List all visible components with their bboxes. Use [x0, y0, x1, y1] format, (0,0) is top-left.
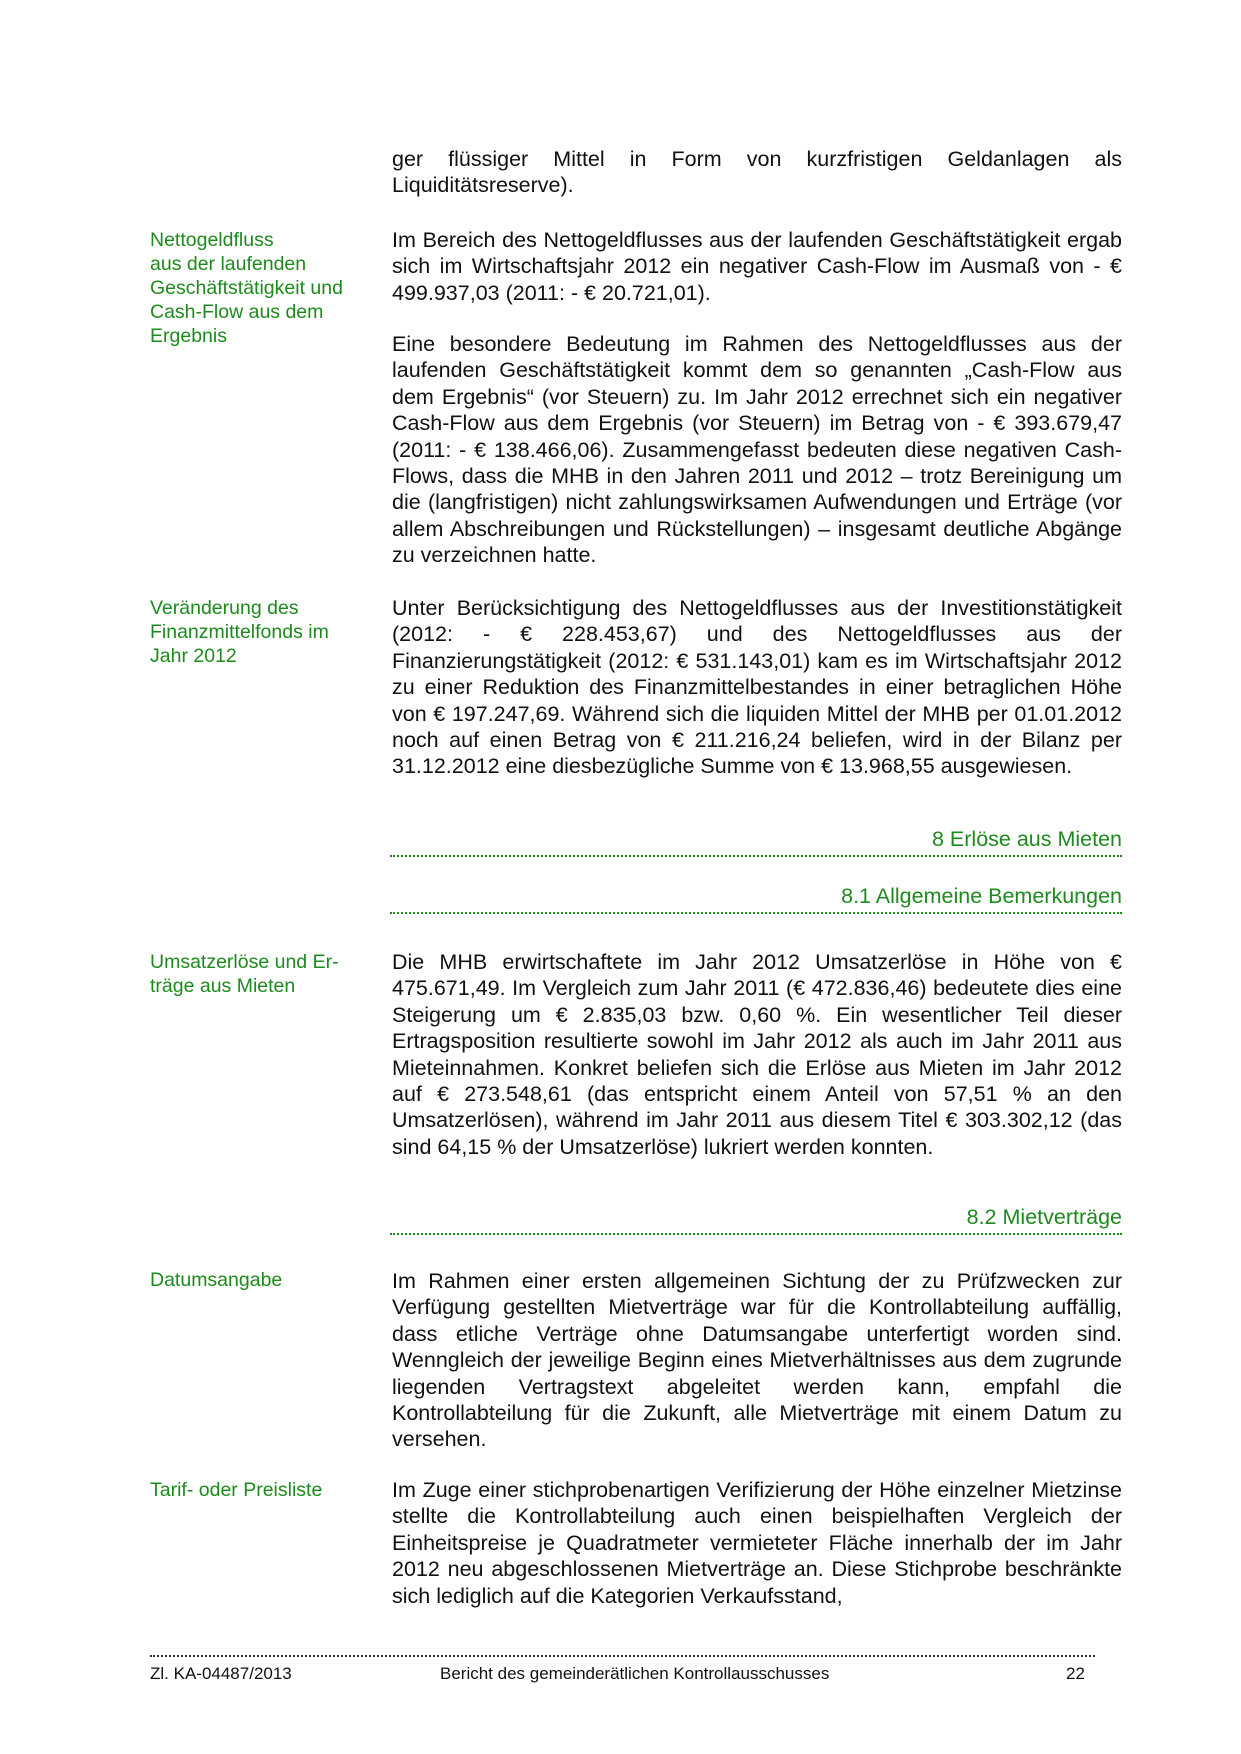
margin-note-text: Datumsangabe: [150, 1269, 283, 1291]
paragraph-liquidity-reserve: ger flüssiger Mittel in Form von kurzfristigen Geldanlagen als Liquiditätsreserve).: [392, 147, 1122, 198]
paragraph-revenue: Die MHB erwirtschaftete im Jahr 2012 Umsatzerlöse in Höhe von € 475.671,49. Im Vergleich zum Jahr 2011 (€ 472.836,46) bedeutete dies eine Steigerung um € 2.835,03 bzw. 0,60 %. Ein wesentlicher Teil dieser Ertragsposition resultierte sowohl im Jahr 2012 als auch im Jahr 2011 aus Mieteinnahmen. Konkret beliefen sich die Erlöse aus Mieten im Jahr 2012 auf € 273.548,61 (das entspricht einem Anteil von 57,51 % an den Umsatzerlösen), während im Jahr 2011 aus diesem Titel € 303.302,12 (das sind 64,15 % der Umsatzerlöse) lukriert werden konnten.: [392, 950, 1122, 1159]
margin-note-fund-change: [150, 596, 365, 668]
section-heading-8-1: 8.1 Allgemeine Bemerkungen: [390, 883, 1122, 914]
paragraph-fund-change: Unter Berücksichtigung des Nettogeldflusses aus der Investitionstätigkeit (2012: - € 228.453,67) und des Nettogeldflusses aus der Finanzierungstätigkeit (2012: € 531.143,01) kam es im Wirtschaftsjahr 2012 zu einer Reduktion des Finanzmittelbestandes in einer betraglichen Höhe von € 197.247,69. Während sich die liquiden Mittel der MHB per 01.01.2012 noch auf einen Betrag von € 211.216,24 beliefen, wird in der Bilanz per 31.12.2012 eine diesbezügliche Summe von € 13.968,55 ausgewiesen.: [392, 596, 1122, 779]
margin-note-revenue: [150, 950, 365, 998]
paragraph-price-list: Im Zuge einer stichprobenartigen Verifizierung der Höhe einzelner Mietzinse stellte die Kontrollabteilung auch einen beispielhaften Vergleich der Einheitspreise je Quadratmeter vermieteter Fläche innerhalb der im Jahr 2012 neu abgeschlossenen Mietverträge an. Diese Stichprobe beschränkte sich lediglich auf die Kategorien Verkaufsstand,: [392, 1478, 1122, 1608]
section-heading-8: 8 Erlöse aus Mieten: [390, 826, 1122, 857]
margin-note-text: Nettogeldfluss aus der laufenden Geschäftstätigkeit und Cash-Flow aus dem Ergebnis: [150, 229, 343, 347]
margin-note-text: Tarif- oder Preisliste: [150, 1479, 323, 1501]
margin-note-net-cash-flow: [150, 228, 365, 348]
margin-note-text: Veränderung des Finanzmittelfonds im Jahr 2012: [150, 597, 329, 667]
paragraph-cash-flow-result: Eine besondere Bedeutung im Rahmen des Nettogeldflusses aus der laufenden Geschäftstätigkeit kommt dem so genannten „Cash-Flow aus dem Ergebnis“ (vor Steuern) zu. Im Jahr 2012 errechnet sich ein negativer Cash-Flow aus dem Ergebnis (vor Steuern) im Betrag von - € 393.679,47 (2011: - € 138.466,06). Zusammengefasst bedeuten diese negativen Cash-Flows, dass die MHB in den Jahren 2011 und 2012 – trotz Bereinigung um die (langfristigen) nicht zahlungswirksamen Aufwendungen und Erträge (vor allem Abschreibungen und Rückstellungen) – insgesamt deutliche Abgänge zu verzeichnen hatte.: [392, 332, 1122, 568]
footer-title: Bericht des gemeinderätlichen Kontrollausschusses: [440, 1664, 830, 1683]
footer-page-number: 22: [1066, 1664, 1085, 1683]
section-heading-8-2: 8.2 Mietverträge: [390, 1204, 1122, 1235]
paragraph-net-cash-flow: Im Bereich des Nettogeldflusses aus der laufenden Geschäftstätigkeit ergab sich im Wirtschaftsjahr 2012 ein negativer Cash-Flow im Ausmaß von - € 499.937,03 (2011: - € 20.721,01).: [392, 228, 1122, 305]
margin-note-date: [150, 1268, 365, 1292]
paragraph-date: Im Rahmen einer ersten allgemeinen Sichtung der zu Prüfzwecken zur Verfügung gestellten Mietverträge war für die Kontrollabteilung auffällig, dass etliche Verträge ohne Datumsangabe unterfertigt worden sind. Wenngleich der jeweilige Beginn eines Mietverhältnisses aus dem zugrunde liegenden Vertragstext abgeleitet werden kann, empfahl die Kontrollabteilung für die Zukunft, alle Mietverträge mit einem Datum zu versehen.: [392, 1269, 1122, 1452]
margin-note-text: Umsatzerlöse und Er- träge aus Mieten: [150, 951, 339, 997]
footer-reference: Zl. KA-04487/2013: [150, 1664, 292, 1683]
margin-note-price-list: [150, 1478, 365, 1502]
footer-divider: [150, 1655, 1095, 1657]
